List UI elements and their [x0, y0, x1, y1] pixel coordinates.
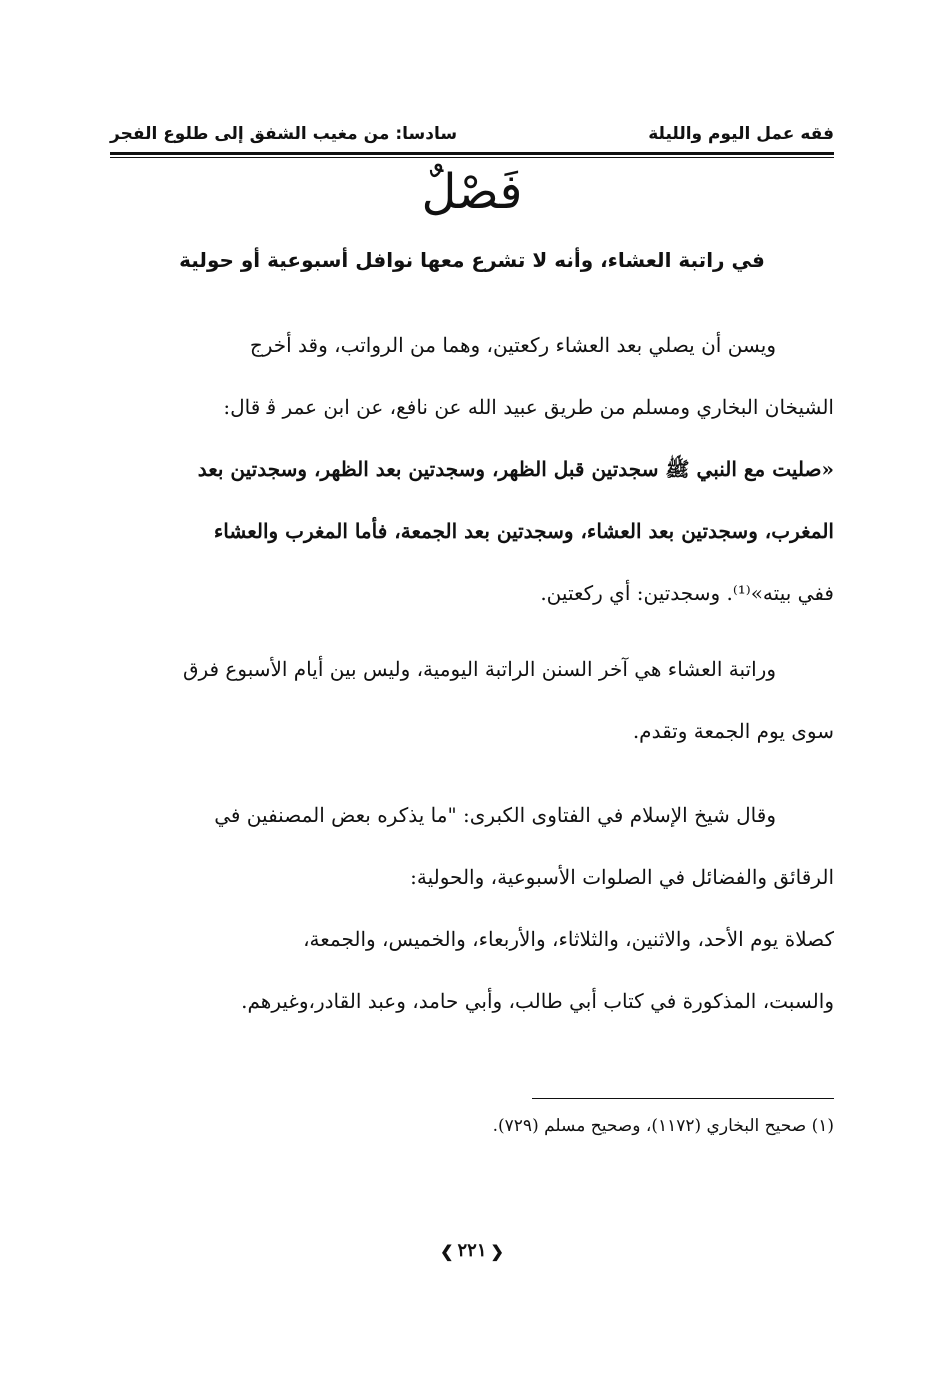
- text-line: ففي بيته»⁽¹⁾. وسجدتين: أي ركعتين.: [540, 581, 834, 605]
- text-line: كصلاة يوم الأحد، والاثنين، والثلاثاء، والأربعاء، والخميس، والجمعة،: [303, 927, 834, 951]
- text-line: وراتبة العشاء هي آخر السنن الراتبة اليومية، وليس بين أيام الأسبوع فرق: [182, 657, 776, 681]
- hadith-line: «صليت مع النبي ﷺ سجدتين قبل الظهر، وسجدتين بعد الظهر، وسجدتين بعد: [197, 457, 834, 481]
- ornament-left-icon: ❮: [490, 1241, 504, 1261]
- header-rule: [110, 152, 834, 155]
- text-line: وقال شيخ الإسلام في الفتاوى الكبرى: "ما يذكره بعض المصنفين في: [214, 803, 776, 827]
- section-heading: فَصْلٌ: [421, 164, 523, 220]
- header-rule-thin: [110, 157, 834, 158]
- paragraph-3: [110, 784, 834, 1032]
- running-header: [110, 118, 834, 156]
- footnote: (١) صحيح البخاري (١١٧٢)، وصحيح مسلم (٧٢٩).: [492, 1116, 834, 1136]
- paragraph-1: [110, 314, 834, 624]
- ornament-right-icon: ❯: [440, 1241, 454, 1261]
- footnote-rule: [532, 1098, 834, 1099]
- text-line: الشيخان البخاري ومسلم من طريق عبيد الله عن نافع، عن ابن عمر ﭬ قال:: [223, 395, 834, 419]
- text-line: سوى يوم الجمعة وتقدم.: [632, 719, 834, 743]
- text-line: والسبت، المذكورة في كتاب أبي طالب، وأبي حامد، وعبد القادر،وغيرهم.: [241, 989, 834, 1013]
- page-number: ٢٢١: [457, 1240, 487, 1261]
- text-line: ويسن أن يصلي بعد العشاء ركعتين، وهما من الرواتب، وقد أخرج: [249, 333, 776, 357]
- text-line: الرقائق والفضائل في الصلوات الأسبوعية، والحولية:: [410, 865, 834, 889]
- section-subtitle: في راتبة العشاء، وأنه لا تشرع معها نوافل أسبوعية أو حولية: [179, 248, 765, 272]
- page-number-block: [372, 1240, 572, 1261]
- chapter-title: سادسا: من مغيب الشفق إلى طلوع الفجر: [110, 124, 458, 144]
- book-title: فقه عمل اليوم والليلة: [648, 124, 834, 144]
- paragraph-2: [110, 638, 834, 762]
- hadith-line: المغرب، وسجدتين بعد العشاء، وسجدتين بعد الجمعة، فأما المغرب والعشاء: [213, 519, 834, 543]
